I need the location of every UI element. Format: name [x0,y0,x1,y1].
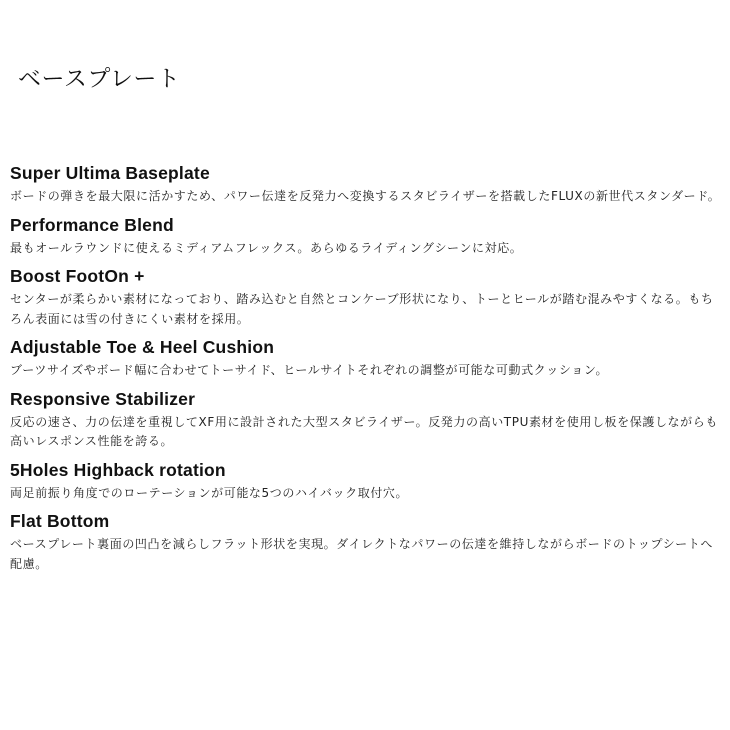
feature-description: センターが柔らかい素材になっており、踏み込むと自然とコンケーブ形状になり、トーとヒールが踏む混みやすくなる。もちろん表面には雪の付きにくい素材を採用。 [10,292,714,326]
feature-description: ベースプレート裏面の凹凸を減らしフラット形状を実現。ダイレクトなパワーの伝達を維持しながらボードのトップシートへ配慮。 [10,537,713,571]
feature-item-flat-bottom [10,510,722,574]
feature-description: 反応の速さ、力の伝達を重視してXF用に設計された大型スタビライザー。反発力の高いTPU素材を使用し板を保護しながらも高いレスポンス性能を誇る。 [10,414,718,448]
feature-item-responsive-stabilizer [10,388,722,452]
feature-item-boost-footon [10,265,722,329]
feature-item-performance-blend [10,214,722,259]
feature-title: Performance Blend [10,214,174,235]
feature-description: 両足前振り角度でのローテーションが可能な5つのハイバック取付穴。 [10,485,409,500]
feature-item-super-ultima-baseplate [10,162,722,207]
page-title: ベースプレート [18,66,181,92]
feature-description: ボードの弾きを最大限に活かすため、パワー伝達を反発力へ変換するスタビライザーを搭載したFLUXの新世代スタンダード。 [10,189,721,203]
feature-title: Boost FootOn + [10,266,145,286]
feature-title: Super Ultima Baseplate [10,163,210,183]
feature-item-highback-rotation [10,459,722,504]
feature-list [10,162,722,581]
feature-title: 5Holes Highback rotation [10,459,226,480]
feature-title: Responsive Stabilizer [10,388,196,409]
feature-title: Adjustable Toe & Heel Cushion [10,337,275,357]
feature-item-adjustable-toe-heel-cushion [10,336,722,381]
feature-title: Flat Bottom [10,511,110,531]
feature-description: 最もオールラウンドに使えるミディアムフレックス。あらゆるライディングシーンに対応。 [10,240,523,255]
feature-description: ブーツサイズやボード幅に合わせてトーサイド、ヒールサイトそれぞれの調整が可能な可動式クッション。 [10,363,609,377]
